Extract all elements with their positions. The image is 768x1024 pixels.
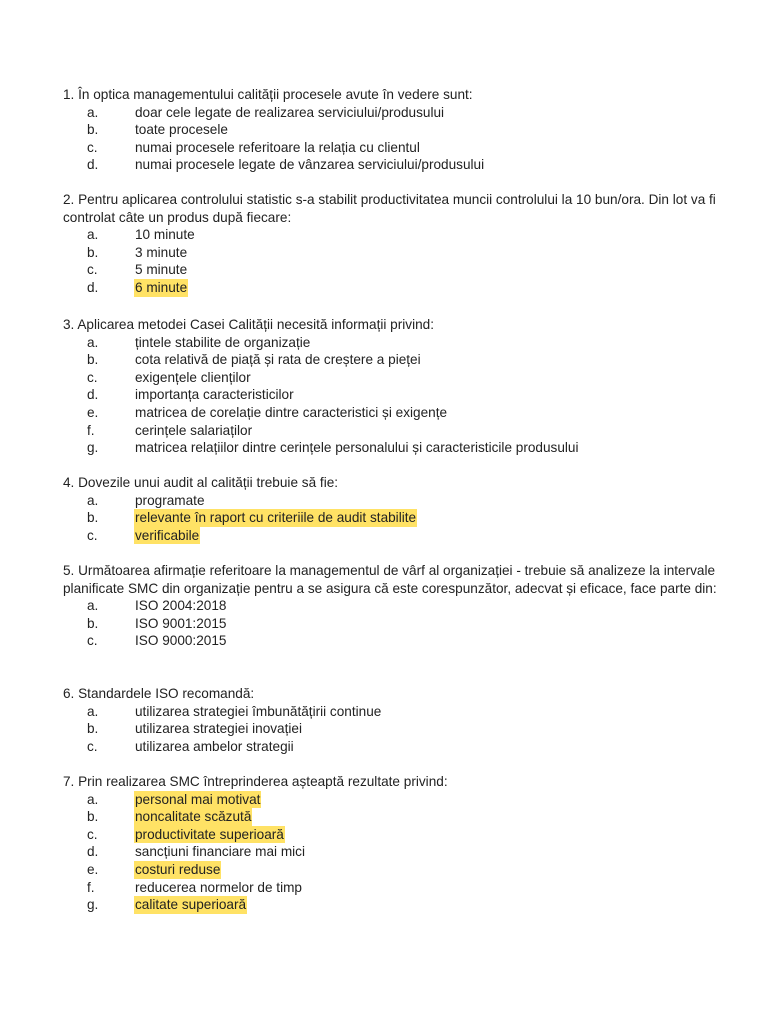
option-text: matricea relațiilor dintre cerințele personalului și caracteristicile produsului bbox=[135, 440, 579, 456]
option-item bbox=[63, 279, 723, 297]
option-letter: f. bbox=[87, 879, 95, 895]
option-item bbox=[63, 226, 723, 244]
option-letter: d. bbox=[87, 844, 99, 860]
option-item bbox=[63, 351, 723, 369]
option-text: exigențele clienților bbox=[135, 369, 251, 385]
option-item bbox=[63, 615, 723, 633]
option-text: ISO 9000:2015 bbox=[135, 633, 227, 649]
option-item bbox=[63, 808, 723, 826]
option-letter: a. bbox=[87, 104, 99, 120]
option-item bbox=[63, 156, 723, 174]
option-text: cerințele salariaților bbox=[135, 422, 253, 438]
question-3 bbox=[63, 316, 723, 457]
option-item bbox=[63, 492, 723, 510]
option-text: reducerea normelor de timp bbox=[135, 879, 302, 895]
option-letter: c. bbox=[87, 369, 98, 385]
option-item bbox=[63, 369, 723, 387]
option-item bbox=[63, 703, 723, 721]
option-text: numai procesele referitoare la relația cu clientul bbox=[135, 139, 420, 155]
option-letter: g. bbox=[87, 897, 99, 913]
option-list bbox=[63, 703, 723, 756]
option-text: noncalitate scăzută bbox=[135, 809, 252, 825]
option-letter: b. bbox=[87, 122, 99, 138]
option-item bbox=[63, 261, 723, 279]
option-item bbox=[63, 861, 723, 879]
option-item bbox=[63, 527, 723, 545]
option-letter: e. bbox=[87, 861, 99, 877]
option-text: 5 minute bbox=[135, 262, 188, 278]
option-text: calitate superioară bbox=[135, 897, 247, 913]
option-text: țintele stabilite de organizație bbox=[135, 334, 311, 350]
option-letter: c. bbox=[87, 826, 98, 842]
option-letter: a. bbox=[87, 227, 99, 243]
option-letter: c. bbox=[87, 633, 98, 649]
option-text: 3 minute bbox=[135, 244, 188, 260]
option-item bbox=[63, 439, 723, 457]
question-text: 4. Dovezile unui audit al calității trebuie să fie: bbox=[63, 475, 339, 490]
option-text: utilizarea strategiei îmbunătățirii continue bbox=[135, 703, 382, 719]
option-letter: b. bbox=[87, 244, 99, 260]
option-item bbox=[63, 826, 723, 844]
option-text: verificabile bbox=[135, 527, 200, 543]
option-text: ISO 2004:2018 bbox=[135, 598, 227, 614]
option-item bbox=[63, 422, 723, 440]
option-text: 10 minute bbox=[135, 227, 195, 243]
option-text: relevante în raport cu criteriile de audit stabilite bbox=[135, 510, 417, 526]
option-item bbox=[63, 404, 723, 422]
option-letter: a. bbox=[87, 791, 99, 807]
option-item bbox=[63, 386, 723, 404]
option-letter: b. bbox=[87, 510, 99, 526]
option-item bbox=[63, 139, 723, 157]
option-item bbox=[63, 843, 723, 861]
option-list bbox=[63, 597, 723, 650]
option-letter: b. bbox=[87, 352, 99, 368]
option-item bbox=[63, 632, 723, 650]
question-text: 7. Prin realizarea SMC întreprinderea așteaptă rezultate privind: bbox=[63, 774, 448, 789]
option-text: utilizarea strategiei inovației bbox=[135, 721, 302, 737]
question-text: 6. Standardele ISO recomandă: bbox=[63, 686, 255, 701]
option-item bbox=[63, 791, 723, 809]
option-item bbox=[63, 244, 723, 262]
option-text: costuri reduse bbox=[135, 861, 221, 877]
option-text: ISO 9001:2015 bbox=[135, 615, 227, 631]
option-text: matricea de corelație dintre caracteristici și exigențe bbox=[135, 404, 448, 420]
option-text: doar cele legate de realizarea serviciului/produsului bbox=[135, 104, 445, 120]
option-item bbox=[63, 104, 723, 122]
option-list bbox=[63, 791, 723, 914]
option-letter: f. bbox=[87, 422, 95, 438]
option-letter: b. bbox=[87, 721, 99, 737]
option-text: cota relativă de piață și rata de creștere a pieței bbox=[135, 352, 421, 368]
option-text: importanța caracteristicilor bbox=[135, 387, 294, 403]
option-letter: d. bbox=[87, 387, 99, 403]
option-item bbox=[63, 509, 723, 527]
option-item bbox=[63, 738, 723, 756]
question-2 bbox=[63, 191, 723, 297]
option-letter: b. bbox=[87, 809, 99, 825]
option-letter: a. bbox=[87, 334, 99, 350]
option-item bbox=[63, 720, 723, 738]
option-letter: c. bbox=[87, 139, 98, 155]
option-text: personal mai motivat bbox=[135, 791, 261, 807]
option-letter: g. bbox=[87, 440, 99, 456]
option-letter: c. bbox=[87, 527, 98, 543]
option-text: programate bbox=[135, 492, 205, 508]
option-list bbox=[63, 492, 723, 545]
option-item bbox=[63, 896, 723, 914]
question-text: 1. În optica managementului calității procesele avute în vedere sunt: bbox=[63, 87, 473, 102]
option-letter: a. bbox=[87, 492, 99, 508]
option-item bbox=[63, 334, 723, 352]
option-list bbox=[63, 334, 723, 457]
option-letter: a. bbox=[87, 703, 99, 719]
option-item bbox=[63, 121, 723, 139]
question-7 bbox=[63, 773, 723, 914]
option-text: numai procesele legate de vânzarea serviciului/produsului bbox=[135, 157, 485, 173]
option-text: productivitate superioară bbox=[135, 826, 284, 842]
question-text: 3. Aplicarea metodei Casei Calității necesită informații privind: bbox=[63, 317, 434, 332]
question-1 bbox=[63, 86, 723, 174]
option-letter: c. bbox=[87, 738, 98, 754]
option-text: sancțiuni financiare mai mici bbox=[135, 844, 305, 860]
option-letter: a. bbox=[87, 598, 99, 614]
option-letter: e. bbox=[87, 404, 99, 420]
option-item bbox=[63, 597, 723, 615]
question-5 bbox=[63, 562, 723, 650]
option-item bbox=[63, 879, 723, 897]
question-text: 5. Următoarea afirmație referitoare la managementul de vârf al organizației - trebuie să analizeze la intervale planificate SMC din organizație pentru a se asigura că este corespunzător, adecvat și eficace, face parte din: bbox=[63, 563, 717, 596]
option-text: 6 minute bbox=[135, 279, 188, 295]
option-letter: d. bbox=[87, 279, 99, 295]
option-list bbox=[63, 104, 723, 174]
option-letter: c. bbox=[87, 262, 98, 278]
option-text: toate procesele bbox=[135, 122, 228, 138]
question-text: 2. Pentru aplicarea controlului statistic s-a stabilit productivitatea muncii controlului la 10 bun/ora. Din lot va fi controlat câte un produs după fiecare: bbox=[63, 192, 716, 225]
option-letter: b. bbox=[87, 615, 99, 631]
option-text: utilizarea ambelor strategii bbox=[135, 738, 294, 754]
option-list bbox=[63, 226, 723, 296]
option-letter: d. bbox=[87, 157, 99, 173]
question-4 bbox=[63, 474, 723, 544]
question-6 bbox=[63, 685, 723, 755]
